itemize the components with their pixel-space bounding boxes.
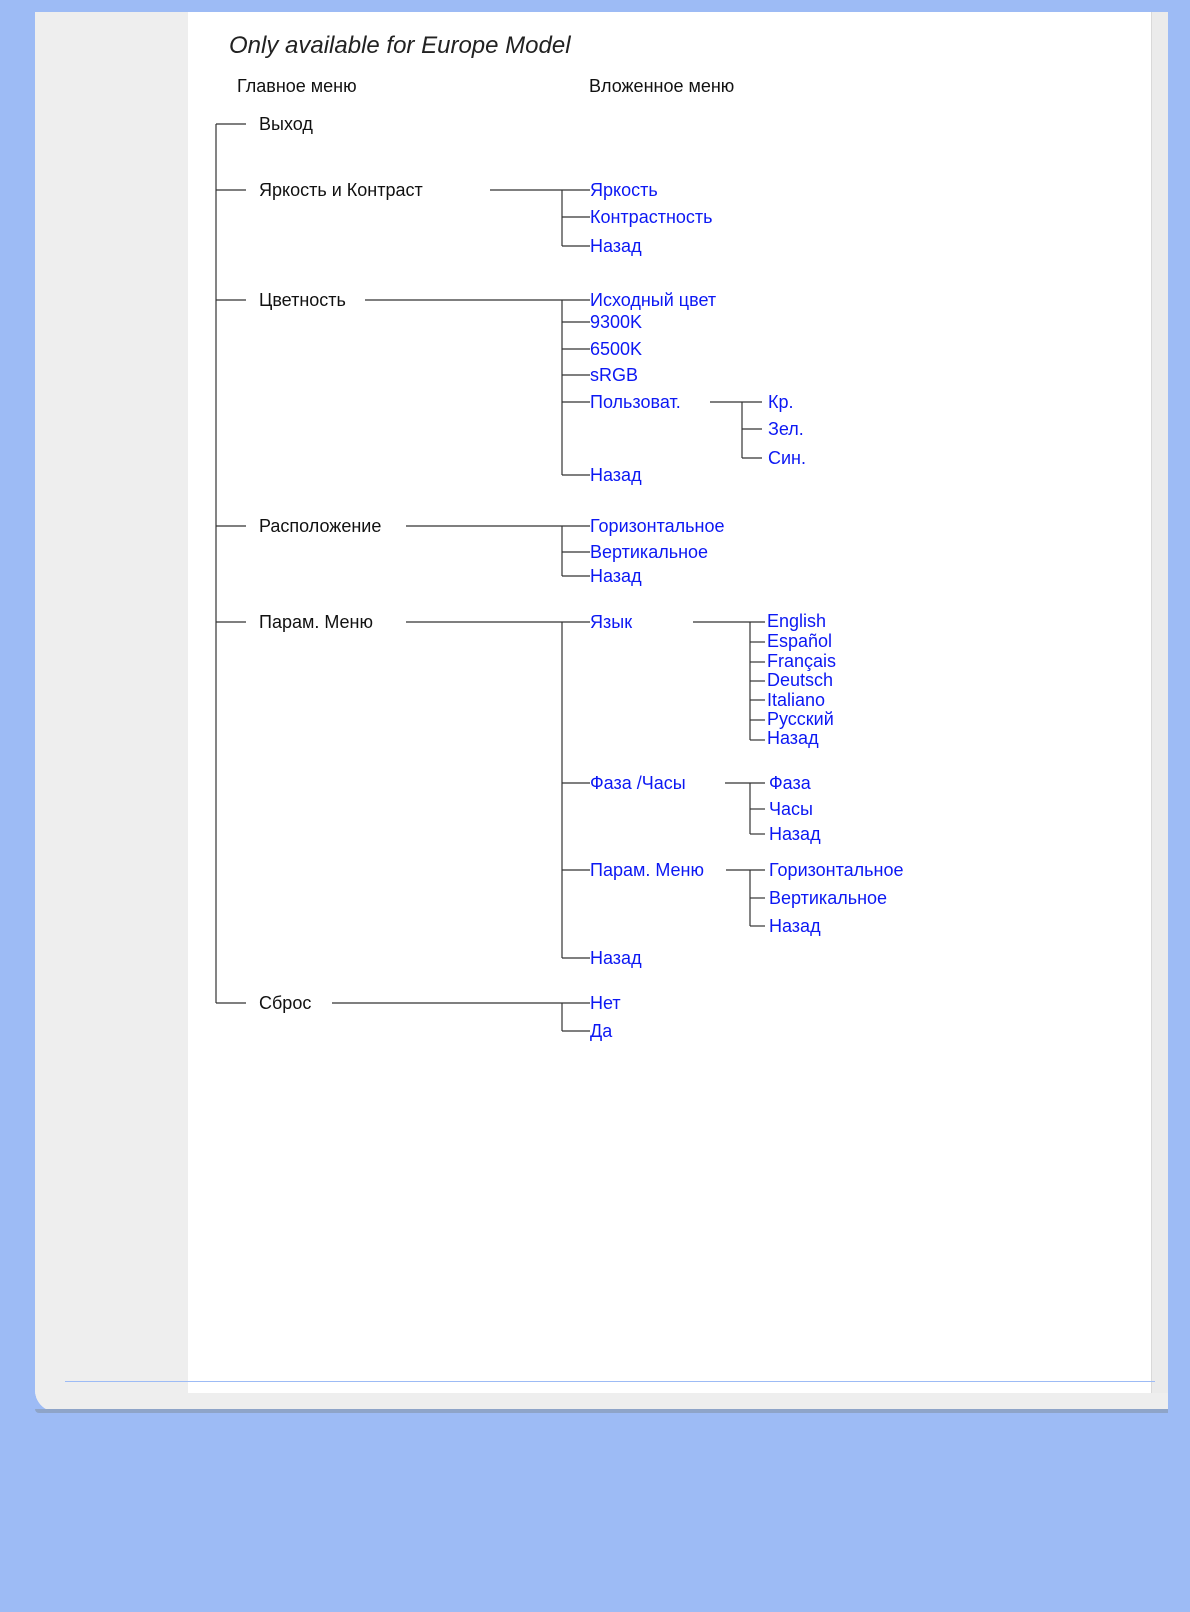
osd-vertical[interactable]: Вертикальное bbox=[769, 888, 888, 908]
sub-9300k[interactable]: 9300K bbox=[590, 312, 643, 332]
lang-deutsch[interactable]: Deutsch bbox=[767, 670, 834, 690]
sub-position-back[interactable]: Назад bbox=[590, 566, 642, 586]
sub-6500k[interactable]: 6500K bbox=[590, 339, 643, 359]
sub-contrast[interactable]: Контрастность bbox=[590, 207, 713, 227]
menu-osd[interactable]: Парам. Меню bbox=[259, 612, 373, 632]
sub-vertical[interactable]: Вертикальное bbox=[590, 542, 709, 562]
reset-yes[interactable]: Да bbox=[590, 1021, 613, 1041]
main-menu-heading: Главное меню bbox=[237, 76, 357, 96]
osd-horizontal[interactable]: Горизонтальное bbox=[769, 860, 904, 880]
sub-menu-heading: Вложенное меню bbox=[589, 76, 735, 96]
sub-phase-clock[interactable]: Фаза /Часы bbox=[590, 773, 686, 793]
lang-english[interactable]: English bbox=[767, 611, 827, 631]
lang-espanol[interactable]: Español bbox=[767, 631, 833, 651]
lang-francais[interactable]: Français bbox=[767, 651, 837, 671]
lang-back[interactable]: Назад bbox=[767, 728, 819, 748]
menu-position[interactable]: Расположение bbox=[259, 516, 382, 536]
menu-exit[interactable]: Выход bbox=[259, 114, 313, 134]
sub-srgb[interactable]: sRGB bbox=[590, 365, 639, 385]
menu-reset[interactable]: Сброс bbox=[259, 993, 312, 1013]
sub-horizontal[interactable]: Горизонтальное bbox=[590, 516, 725, 536]
sub-language[interactable]: Язык bbox=[590, 612, 633, 632]
model-caption: Only available for Europe Model bbox=[229, 32, 571, 59]
reset-no[interactable]: Нет bbox=[590, 993, 621, 1013]
user-green[interactable]: Зел. bbox=[768, 419, 804, 439]
sub-brightness-back[interactable]: Назад bbox=[590, 236, 642, 256]
sub-osd-position[interactable]: Парам. Меню bbox=[590, 860, 704, 880]
sub-color-back[interactable]: Назад bbox=[590, 465, 642, 485]
osd-pos-back[interactable]: Назад bbox=[769, 916, 821, 936]
clock-item[interactable]: Часы bbox=[769, 799, 813, 819]
sub-native-color[interactable]: Исходный цвет bbox=[590, 290, 717, 310]
lang-russian[interactable]: Русский bbox=[767, 709, 834, 729]
sub-user-define[interactable]: Пользоват. bbox=[590, 392, 681, 412]
sub-brightness[interactable]: Яркость bbox=[590, 180, 658, 200]
user-red[interactable]: Кр. bbox=[768, 392, 794, 412]
menu-brightness[interactable]: Яркость и Контраст bbox=[259, 180, 423, 200]
user-blue[interactable]: Син. bbox=[768, 448, 806, 468]
phase-back[interactable]: Назад bbox=[769, 824, 821, 844]
lang-italiano[interactable]: Italiano bbox=[767, 690, 826, 710]
menu-color[interactable]: Цветность bbox=[259, 290, 346, 310]
phase-item[interactable]: Фаза bbox=[769, 773, 811, 793]
sub-osd-back[interactable]: Назад bbox=[590, 948, 642, 968]
